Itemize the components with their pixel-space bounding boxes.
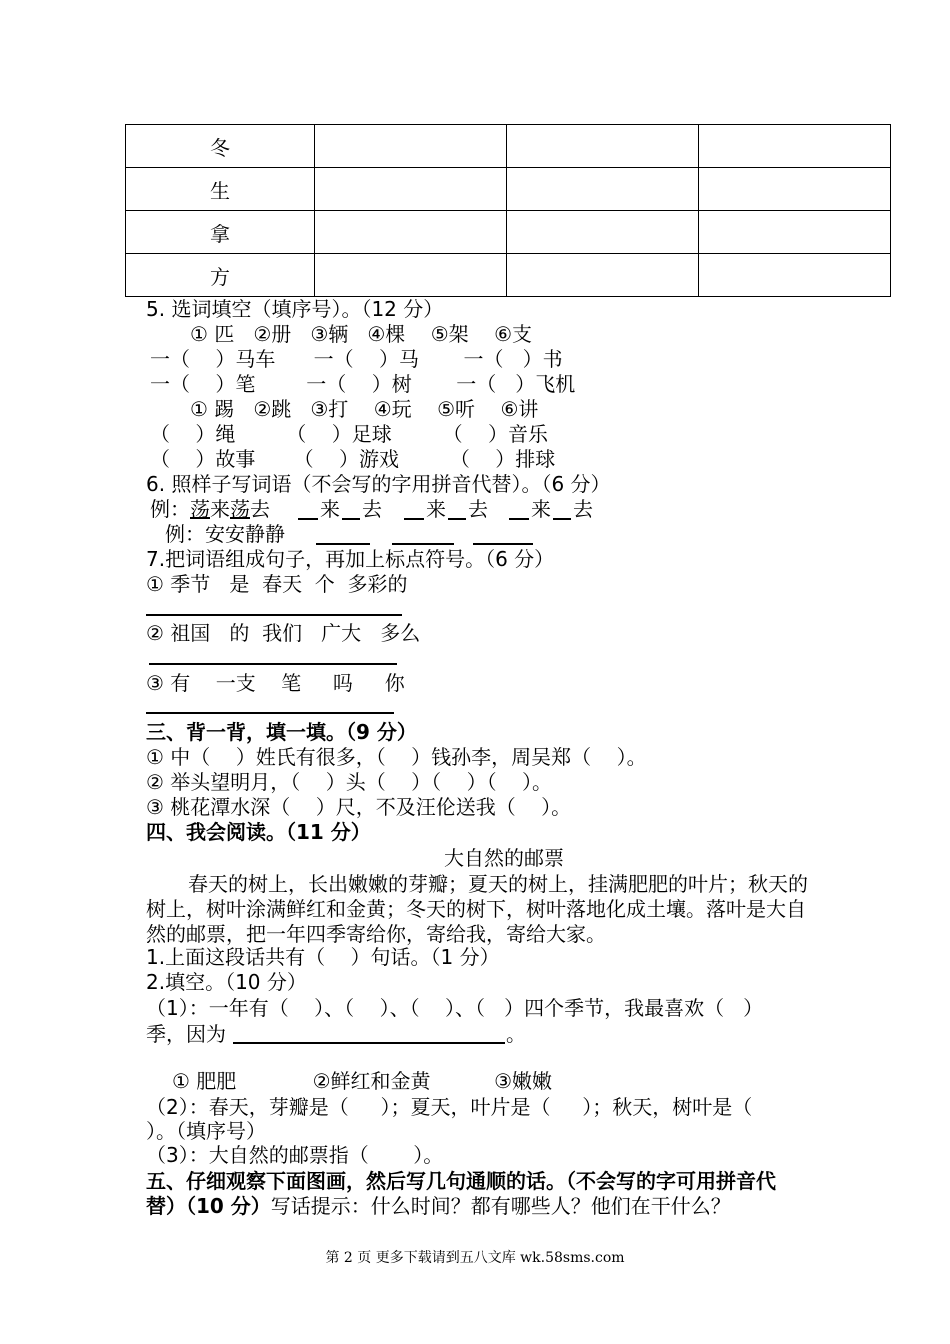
example-label: 例： bbox=[150, 497, 190, 521]
table-row bbox=[126, 254, 891, 297]
s4-q2-1b-end: 。 bbox=[506, 1022, 526, 1046]
q6-come-2: 来 bbox=[426, 497, 446, 521]
table-cell bbox=[699, 125, 891, 168]
word-table bbox=[125, 124, 891, 297]
blank-line bbox=[298, 518, 318, 520]
q7-title: 7.把词语组成句子，再加上标点符号。（6 分） bbox=[146, 547, 555, 571]
q5-row-4: （ ）故事 （ ）游戏 （ ）排球 bbox=[150, 447, 556, 471]
blank-line bbox=[392, 543, 454, 545]
q5-row-3: （ ）绳 （ ）足球 （ ）音乐 bbox=[150, 422, 549, 446]
table-cell bbox=[315, 125, 507, 168]
q5-options-1: ① 匹 ②册 ③辆 ④棵 ⑤架 ⑥支 bbox=[190, 322, 533, 346]
table-cell bbox=[507, 125, 699, 168]
q6-example-1 bbox=[150, 497, 270, 521]
section-5-title-b-text: 替）（10 分） bbox=[146, 1194, 271, 1218]
table-row bbox=[126, 125, 891, 168]
q7-item-1: ① 季节 是 春天 个 多彩的 bbox=[146, 572, 408, 596]
example-word: 荡 bbox=[190, 497, 210, 521]
table-cell bbox=[507, 254, 699, 297]
blank-line bbox=[404, 518, 424, 520]
answer-line bbox=[146, 712, 394, 714]
passage-line-2: 树上，树叶涂满鲜红和金黄；冬天的树下，树叶落地化成土壤。落叶是大自 bbox=[146, 897, 806, 921]
s4-q2-2b: ）。（填序号） bbox=[146, 1119, 266, 1143]
table-cell bbox=[699, 254, 891, 297]
answer-line bbox=[233, 1042, 505, 1044]
s4-q2-2a: （2）：春天，芽瓣是（ ）；夏天，叶片是（ ）；秋天，树叶是（ bbox=[146, 1095, 753, 1119]
answer-line bbox=[149, 663, 397, 665]
table-row bbox=[126, 168, 891, 211]
blank-line bbox=[342, 518, 360, 520]
q6-title: 6. 照样子写词语（不会写的字用拼音代替）。（6 分） bbox=[146, 472, 611, 496]
table-cell bbox=[699, 168, 891, 211]
s3-item-2: ② 举头望明月，（ ）头（ ）（ ）（ ）。 bbox=[146, 770, 553, 794]
table-cell bbox=[315, 254, 507, 297]
blank-line bbox=[553, 518, 571, 520]
table-cell bbox=[315, 168, 507, 211]
q6-go-2: 去 bbox=[468, 497, 488, 521]
q5-options-2: ① 踢 ②跳 ③打 ④玩 ⑤听 ⑥讲 bbox=[190, 397, 539, 421]
s4-choices: ① 肥肥 ②鲜红和金黄 ③嫩嫩 bbox=[172, 1069, 553, 1093]
s4-q2-1a: （1）：一年有（ ）、（ ）、（ ）、（ ）四个季节，我最喜欢（ ） bbox=[146, 996, 764, 1020]
s4-q2-1b: 季，因为 bbox=[146, 1022, 226, 1046]
example-end: 去 bbox=[250, 497, 270, 521]
q7-item-3: ③ 有 一支 笔 吗 你 bbox=[146, 671, 405, 695]
q6-come-3: 来 bbox=[531, 497, 551, 521]
q5-row-2: 一（ ）笔 一（ ）树 一（ ）飞机 bbox=[150, 372, 576, 396]
s4-q2-3: （3）：大自然的邮票指（ ）。 bbox=[146, 1143, 444, 1167]
section-3-title: 三、背一背，填一填。（9 分） bbox=[146, 720, 417, 744]
table-char: 生 bbox=[126, 168, 315, 211]
blank-line bbox=[473, 543, 533, 545]
table-cell bbox=[507, 168, 699, 211]
q5-title: 5. 选词填空（填序号）。（12 分） bbox=[146, 297, 444, 321]
table-char: 冬 bbox=[126, 125, 315, 168]
passage-line-1: 春天的树上，长出嫩嫩的芽瓣；夏天的树上，挂满肥肥的叶片；秋天的 bbox=[188, 872, 808, 896]
table-row bbox=[126, 211, 891, 254]
passage-line-3: 然的邮票，把一年四季寄给你，寄给我，寄给大家。 bbox=[146, 922, 606, 946]
s3-item-1: ① 中（ ）姓氏有很多，（ ）钱孙李，周吴郑（ ）。 bbox=[146, 745, 647, 769]
section-5-title-a: 五、仔细观察下面图画，然后写几句通顺的话。（不会写的字可用拼音代 bbox=[146, 1169, 776, 1193]
example-mid: 来 bbox=[210, 497, 230, 521]
blank-line bbox=[509, 518, 529, 520]
s4-q2: 2.填空。（10 分） bbox=[146, 970, 307, 994]
q6-come-1: 来 bbox=[320, 497, 340, 521]
table-char: 拿 bbox=[126, 211, 315, 254]
q7-item-2: ② 祖国 的 我们 广大 多么 bbox=[146, 621, 421, 645]
section-4-title: 四、我会阅读。（11 分） bbox=[146, 820, 371, 844]
q5-row-1: 一（ ）马车 一（ ）马 一（ ）书 bbox=[150, 347, 563, 371]
s3-item-3: ③ 桃花潭水深（ ）尺，不及汪伦送我（ ）。 bbox=[146, 795, 572, 819]
page-footer: 第 2 页 更多下载请到五八文库 wk.58sms.com bbox=[325, 1250, 625, 1266]
section-5-title-b bbox=[146, 1194, 731, 1218]
passage-title: 大自然的邮票 bbox=[444, 846, 564, 870]
s4-q1: 1.上面这段话共有（ ）句话。（1 分） bbox=[146, 945, 500, 969]
blank-line bbox=[316, 543, 370, 545]
q6-go-3: 去 bbox=[573, 497, 593, 521]
table-cell bbox=[699, 211, 891, 254]
section-5-hint: 写话提示：什么时间？都有哪些人？他们在干什么？ bbox=[270, 1194, 731, 1218]
answer-line bbox=[146, 614, 402, 616]
table-char: 方 bbox=[126, 254, 315, 297]
example-word: 荡 bbox=[230, 497, 250, 521]
q6-example-2: 例：安安静静 bbox=[165, 522, 285, 546]
table-cell bbox=[315, 211, 507, 254]
q6-go-1: 去 bbox=[362, 497, 382, 521]
blank-line bbox=[448, 518, 466, 520]
table-cell bbox=[507, 211, 699, 254]
